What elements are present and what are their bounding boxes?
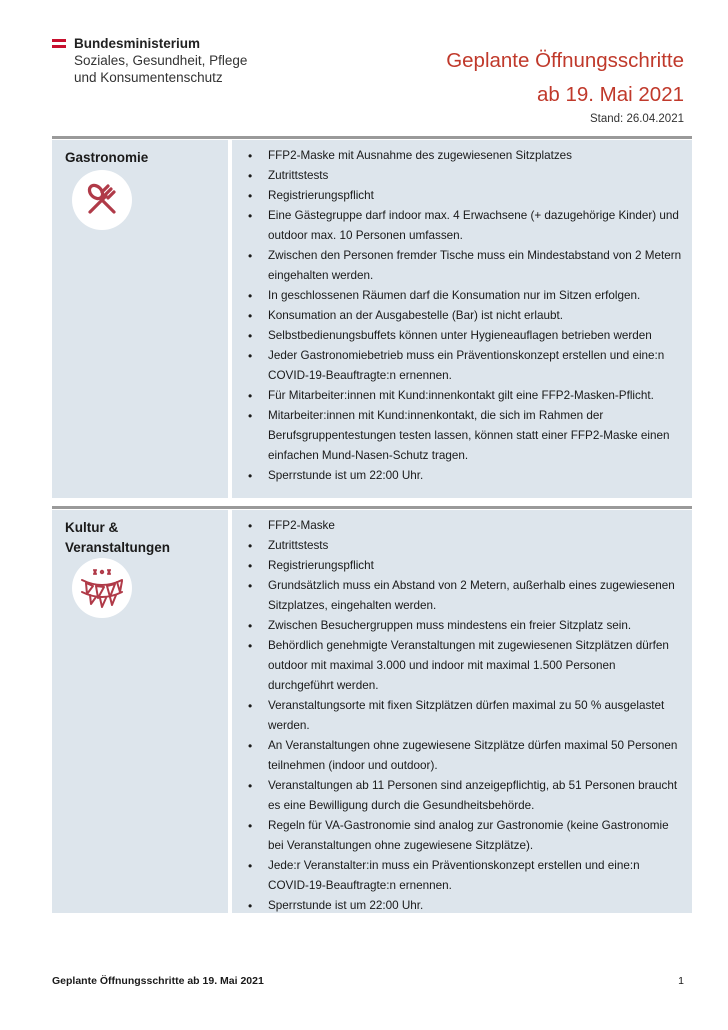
ministry-name-line3: und Konsumentenschutz [74, 70, 223, 85]
list-item: • Grundsätzlich muss ein Abstand von 2 Metern, außerhalb eines zugewiesenen Sitzplatzes, eingehalten werden. [232, 576, 692, 616]
fork-spoon-icon [72, 170, 132, 230]
list-item: • Sperrstunde ist um 22:00 Uhr. [232, 896, 692, 916]
list-item: • Für Mitarbeiter:innen mit Kund:innenkontakt gilt eine FFP2-Masken-Pflicht. [232, 386, 692, 406]
rules-list [232, 516, 692, 916]
list-item: • Jede:r Veranstalter:in muss ein Präventionskonzept erstellen und eine:n COVID-19-Beauftragte:n ernennen. [232, 856, 692, 896]
status-date: Stand: 26.04.2021 [590, 113, 684, 125]
list-item: • Veranstaltungsorte mit fixen Sitzplätzen dürfen maximal zu 50 % ausgelastet werden. [232, 696, 692, 736]
ministry-name-line1: Bundesministerium [74, 36, 201, 51]
section-label-cell [52, 140, 228, 498]
list-item: • FFP2-Maske mit Ausnahme des zugewiesenen Sitzplatzes [232, 146, 692, 166]
top-divider [52, 136, 692, 139]
list-item: • FFP2-Maske [232, 516, 692, 536]
section-title [65, 148, 148, 168]
bunting-icon [72, 558, 132, 618]
section-title [65, 518, 170, 558]
list-item: • Behördlich genehmigte Veranstaltungen mit zugewiesenen Sitzplätzen dürfen outdoor mit maximal 3.000 und indoor mit maximal 1.500 Personen durchgeführt werden. [232, 636, 692, 696]
section-title-line: Gastronomie [65, 150, 149, 165]
list-item: • Registrierungspflicht [232, 556, 692, 576]
section-title-line: Kultur & [65, 520, 119, 535]
list-item: • An Veranstaltungen ohne zugewiesene Sitzplätze dürfen maximal 50 Personen teilnehmen (indoor und outdoor). [232, 736, 692, 776]
section-title-line: Veranstaltungen [65, 540, 171, 555]
rules-list [232, 146, 692, 486]
ministry-name-line2: Soziales, Gesundheit, Pflege [74, 53, 248, 68]
section-rules-cell [232, 140, 692, 498]
footer-text: Geplante Öffnungsschritte ab 19. Mai 2021 [52, 975, 264, 987]
list-item: • Sperrstunde ist um 22:00 Uhr. [232, 466, 692, 486]
section-label-cell [52, 510, 228, 913]
section-rules-cell [232, 510, 692, 913]
list-item: • Mitarbeiter:innen mit Kund:innenkontakt, die sich im Rahmen der Berufsgruppentestungen testen lassen, können statt einer FFP2-Maske einen einfachen Mund-Nasen-Schutz tragen. [232, 406, 692, 466]
austrian-flag-icon [52, 39, 66, 48]
list-item: • Veranstaltungen ab 11 Personen sind anzeigepflichtig, ab 51 Personen braucht es eine Bewilligung durch die Gesundheitsbehörde. [232, 776, 692, 816]
list-item: • Regeln für VA-Gastronomie sind analog zur Gastronomie (keine Gastronomie bei Veranstaltungen ohne zugewiesene Sitzplätze). [232, 816, 692, 856]
list-item: • In geschlossenen Räumen darf die Konsumation nur im Sitzen erfolgen. [232, 286, 692, 306]
list-item: • Zwischen den Personen fremder Tische muss ein Mindestabstand von 2 Metern eingehalten werden. [232, 246, 692, 286]
list-item: • Zutrittstests [232, 536, 692, 556]
list-item: • Jeder Gastronomiebetrieb muss ein Präventionskonzept erstellen und eine:n COVID-19-Beauftragte:n ernennen. [232, 346, 692, 386]
document-title-line1: Geplante Öffnungsschritte [446, 49, 684, 72]
section-gastronomie [52, 140, 692, 498]
list-item: • Zutrittstests [232, 166, 692, 186]
list-item: • Konsumation an der Ausgabestelle (Bar) ist nicht erlaubt. [232, 306, 692, 326]
list-item: • Eine Gästegruppe darf indoor max. 4 Erwachsene (+ dazugehörige Kinder) und outdoor max. 10 Personen umfassen. [232, 206, 692, 246]
list-item: • Selbstbedienungsbuffets können unter Hygieneauflagen betrieben werden [232, 326, 692, 346]
list-item: • Zwischen Besuchergruppen muss mindestens ein freier Sitzplatz sein. [232, 616, 692, 636]
list-item: • Registrierungspflicht [232, 186, 692, 206]
page-number: 1 [678, 975, 684, 987]
section-kultur-veranstaltungen [52, 510, 692, 913]
document-title-line2: ab 19. Mai 2021 [536, 83, 684, 106]
section-divider [52, 506, 692, 509]
